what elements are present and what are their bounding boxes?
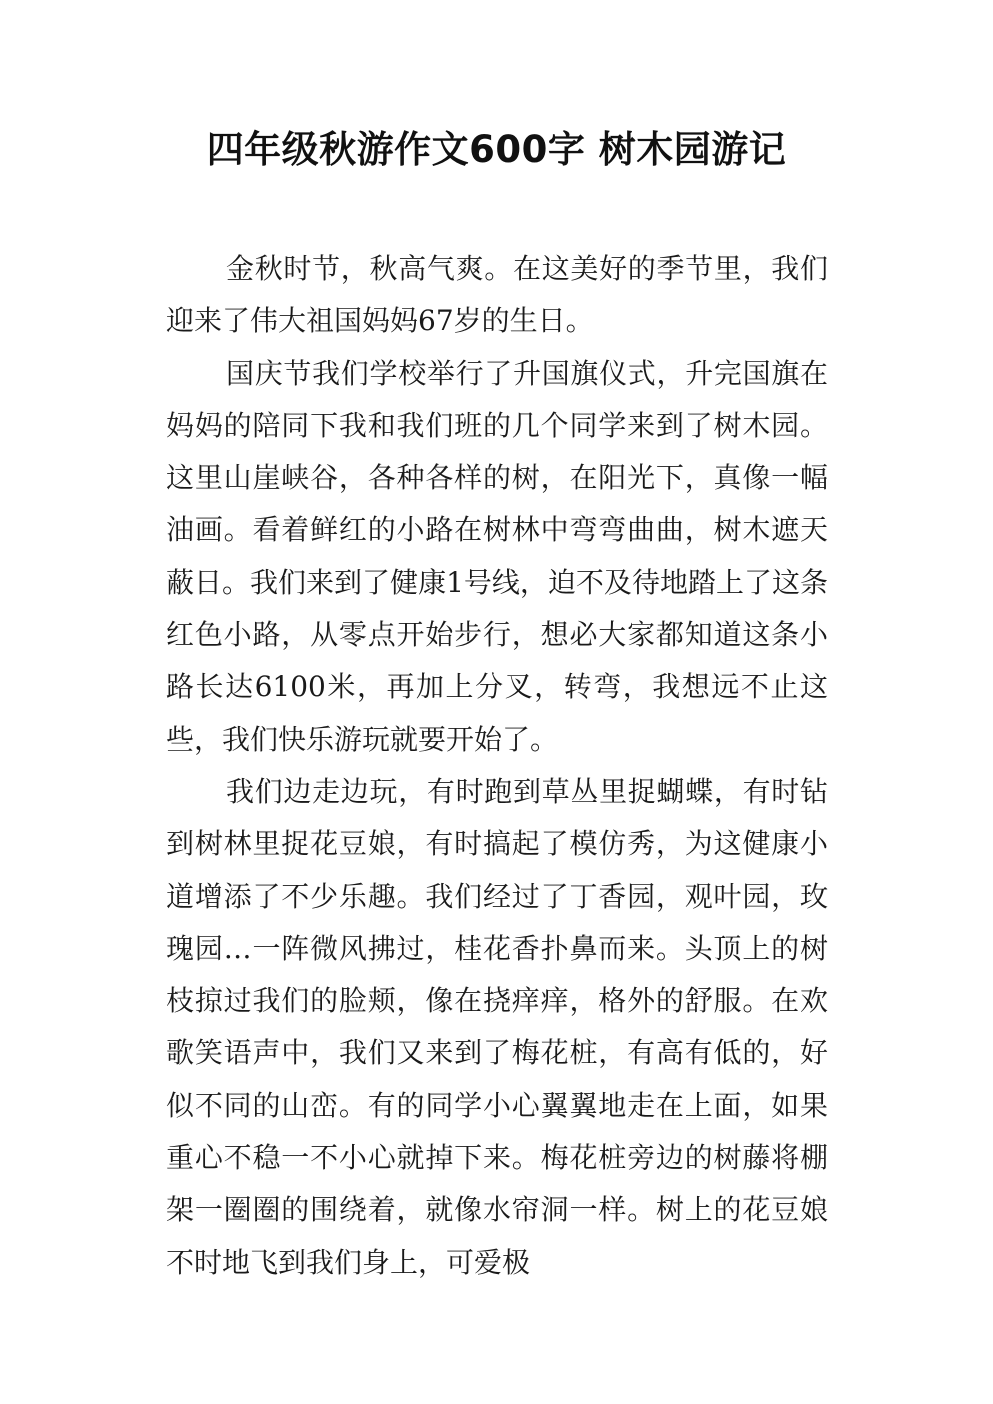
paragraph-3: 我们边走边玩，有时跑到草丛里捉蝴蝶，有时钻到树林里捉花豆娘，有时搞起了模仿秀，为这健康小道增添了不少乐趣。我们经过了丁香园，观叶园，玫瑰园…一阵微风拂过，桂花香扑鼻而来。头顶上的树枝掠过我们的脸颊，像在挠痒痒，格外的舒服。在欢歌笑语声中，我们又来到了梅花桩，有高有低的，好似不同的山峦。有的同学小心翼翼地走在上面，如果重心不稳一不小心就掉下来。梅花桩旁边的树藤将棚架一圈圈的围绕着，就像水帘洞一样。树上的花豆娘不时地飞到我们身上，可爱极 — [166, 774, 828, 1279]
document-title: 四年级秋游作文600字 树木园游记 — [206, 128, 787, 171]
paragraph-2: 国庆节我们学校举行了升国旗仪式，升完国旗在妈妈的陪同下我和我们班的几个同学来到了树木园。这里山崖峡谷，各种各样的树，在阳光下，真像一幅油画。看着鲜红的小路在树林中弯弯曲曲，树木遮天蔽日。我们来到了健康1号线，迫不及待地踏上了这条红色小路，从零点开始步行，想必大家都知道这条小路长达6100米，再加上分叉，转弯，我想远不止这些，我们快乐游玩就要开始了。 — [166, 356, 828, 756]
document-body — [166, 243, 828, 1289]
paragraph-1: 金秋时节，秋高气爽。在这美好的季节里，我们迎来了伟大祖国妈妈67岁的生日。 — [166, 252, 828, 338]
